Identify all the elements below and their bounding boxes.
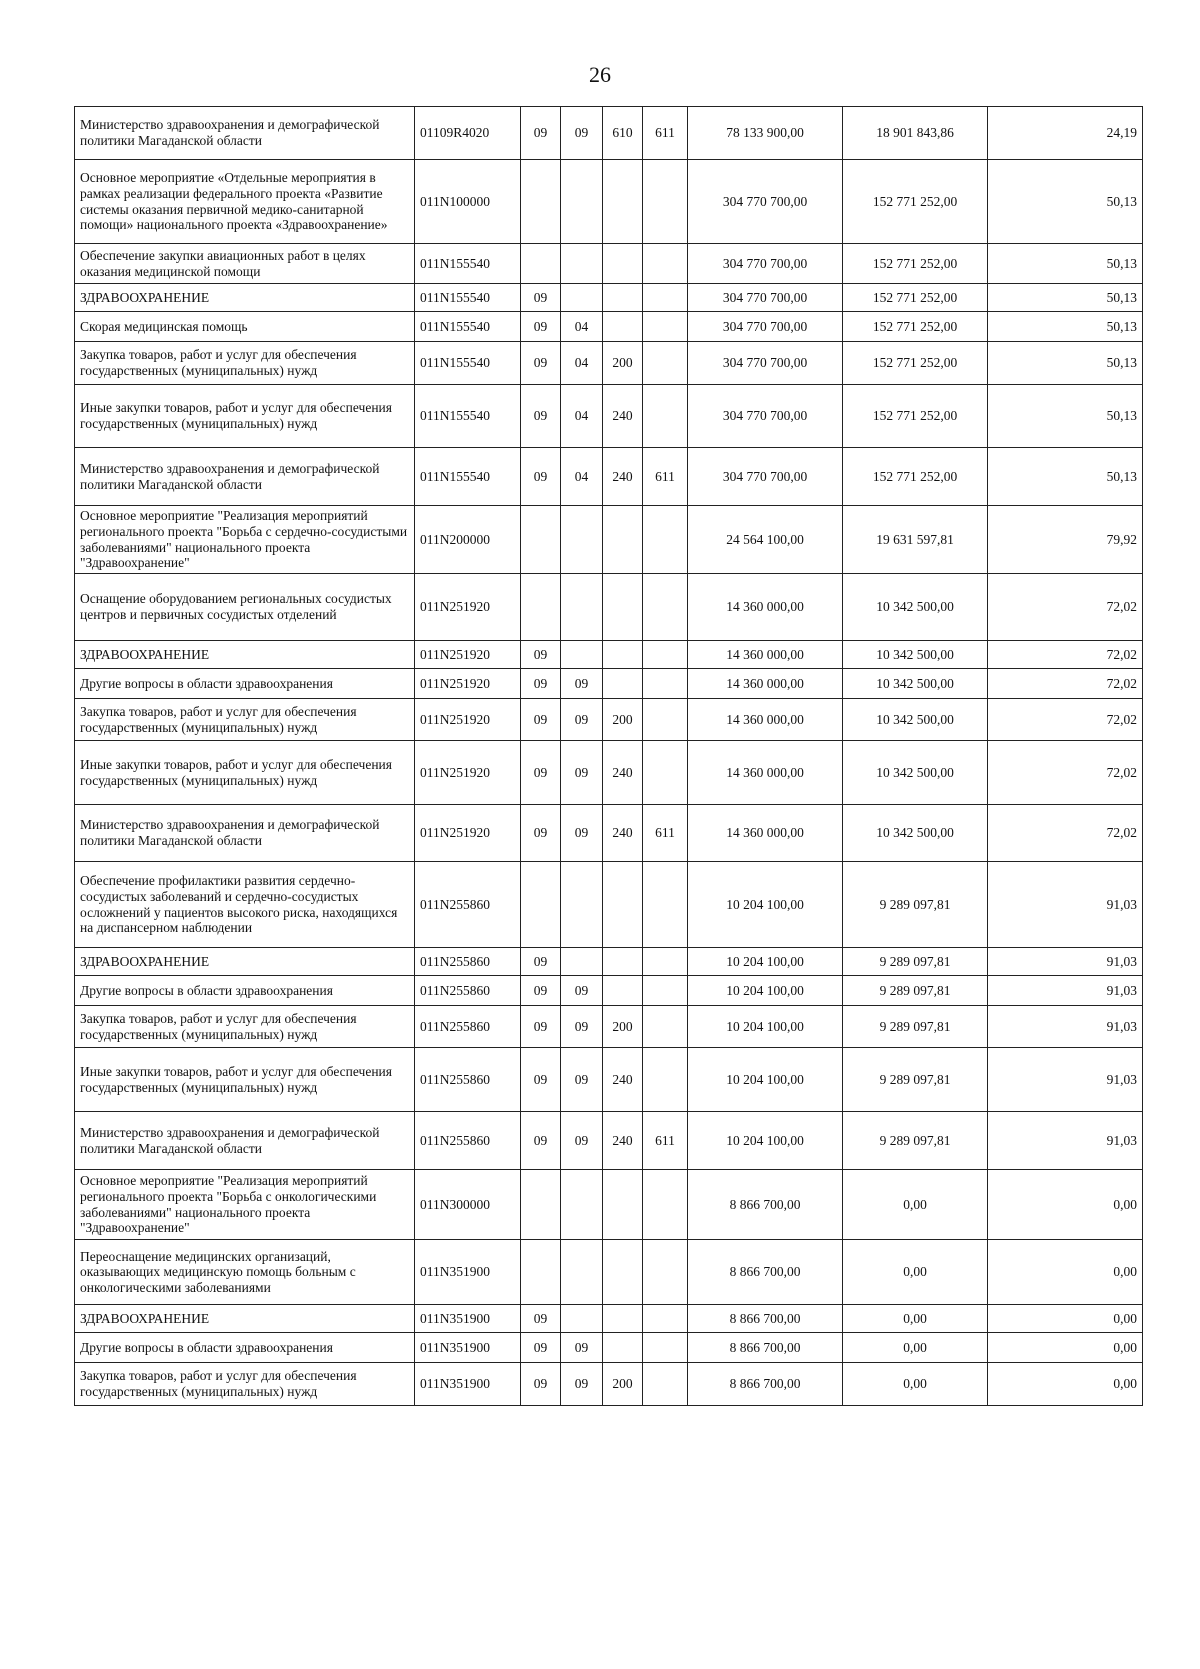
- table-row: [75, 1305, 1143, 1333]
- table-row: [75, 641, 1143, 669]
- cell-actual-amount: 0,00: [843, 1240, 988, 1305]
- cell-administrator: [643, 948, 688, 976]
- cell-expense-type: [603, 976, 643, 1006]
- cell-percent: 50,13: [988, 284, 1143, 312]
- cell-actual-amount: 10 342 500,00: [843, 699, 988, 741]
- cell-section: 09: [521, 948, 561, 976]
- cell-expense-type: [603, 160, 643, 244]
- cell-target-article: 011N300000: [415, 1170, 521, 1240]
- cell-administrator: [643, 244, 688, 284]
- cell-target-article: 011N251920: [415, 641, 521, 669]
- cell-section: 09: [521, 1006, 561, 1048]
- cell-target-article: 011N155540: [415, 385, 521, 448]
- cell-section: 09: [521, 699, 561, 741]
- cell-target-article: 011N255860: [415, 1006, 521, 1048]
- cell-administrator: [643, 976, 688, 1006]
- cell-actual-amount: 9 289 097,81: [843, 976, 988, 1006]
- cell-administrator: [643, 1333, 688, 1363]
- cell-subsection: [561, 284, 603, 312]
- cell-percent: 72,02: [988, 641, 1143, 669]
- cell-name: Другие вопросы в области здравоохранения: [75, 976, 415, 1006]
- cell-planned-amount: 8 866 700,00: [688, 1333, 843, 1363]
- budget-table: [74, 106, 1143, 1406]
- cell-actual-amount: 0,00: [843, 1305, 988, 1333]
- cell-percent: 91,03: [988, 976, 1143, 1006]
- cell-target-article: 011N255860: [415, 948, 521, 976]
- cell-name: Основное мероприятие «Отдельные мероприятия в рамках реализации федерального проекта «Развитие системы оказания первичной медико-санитарной помощи» национального проекта «Здравоохранение»: [75, 160, 415, 244]
- cell-subsection: [561, 506, 603, 574]
- cell-planned-amount: 14 360 000,00: [688, 741, 843, 805]
- cell-administrator: 611: [643, 107, 688, 160]
- cell-target-article: 011N251920: [415, 805, 521, 862]
- cell-expense-type: 200: [603, 699, 643, 741]
- cell-subsection: 04: [561, 385, 603, 448]
- cell-planned-amount: 10 204 100,00: [688, 948, 843, 976]
- cell-subsection: 09: [561, 805, 603, 862]
- cell-planned-amount: 304 770 700,00: [688, 284, 843, 312]
- cell-section: 09: [521, 284, 561, 312]
- cell-expense-type: 240: [603, 741, 643, 805]
- cell-planned-amount: 14 360 000,00: [688, 574, 843, 641]
- cell-planned-amount: 8 866 700,00: [688, 1240, 843, 1305]
- cell-administrator: [643, 669, 688, 699]
- cell-name: Закупка товаров, работ и услуг для обеспечения государственных (муниципальных) нужд: [75, 699, 415, 741]
- cell-target-article: 011N351900: [415, 1363, 521, 1406]
- cell-planned-amount: 304 770 700,00: [688, 160, 843, 244]
- cell-subsection: 09: [561, 1112, 603, 1170]
- cell-name: Скорая медицинская помощь: [75, 312, 415, 342]
- table-row: [75, 160, 1143, 244]
- cell-administrator: [643, 284, 688, 312]
- cell-actual-amount: 152 771 252,00: [843, 160, 988, 244]
- cell-target-article: 011N351900: [415, 1305, 521, 1333]
- cell-section: [521, 1240, 561, 1305]
- cell-actual-amount: 152 771 252,00: [843, 312, 988, 342]
- table-row: [75, 805, 1143, 862]
- cell-name: Министерство здравоохранения и демографической политики Магаданской области: [75, 805, 415, 862]
- cell-expense-type: 240: [603, 805, 643, 862]
- table-row: [75, 862, 1143, 948]
- cell-planned-amount: 10 204 100,00: [688, 1048, 843, 1112]
- cell-percent: 50,13: [988, 448, 1143, 506]
- cell-section: [521, 862, 561, 948]
- table-row: [75, 312, 1143, 342]
- table-row: [75, 741, 1143, 805]
- table-row: [75, 948, 1143, 976]
- cell-expense-type: 200: [603, 1363, 643, 1406]
- cell-section: 09: [521, 1333, 561, 1363]
- cell-name: Закупка товаров, работ и услуг для обеспечения государственных (муниципальных) нужд: [75, 1363, 415, 1406]
- cell-administrator: [643, 862, 688, 948]
- cell-subsection: [561, 574, 603, 641]
- cell-subsection: 09: [561, 1363, 603, 1406]
- cell-target-article: 011N255860: [415, 1112, 521, 1170]
- cell-administrator: 611: [643, 805, 688, 862]
- cell-planned-amount: 24 564 100,00: [688, 506, 843, 574]
- cell-planned-amount: 304 770 700,00: [688, 342, 843, 385]
- cell-planned-amount: 10 204 100,00: [688, 1112, 843, 1170]
- cell-expense-type: 240: [603, 448, 643, 506]
- table-row: [75, 699, 1143, 741]
- cell-percent: 0,00: [988, 1305, 1143, 1333]
- table-row: [75, 284, 1143, 312]
- cell-target-article: 011N155540: [415, 244, 521, 284]
- cell-section: 09: [521, 385, 561, 448]
- cell-percent: 0,00: [988, 1170, 1143, 1240]
- table-row: [75, 1240, 1143, 1305]
- cell-planned-amount: 14 360 000,00: [688, 805, 843, 862]
- cell-expense-type: [603, 1305, 643, 1333]
- cell-section: [521, 160, 561, 244]
- cell-subsection: [561, 1305, 603, 1333]
- cell-administrator: [643, 574, 688, 641]
- cell-percent: 72,02: [988, 805, 1143, 862]
- cell-actual-amount: 0,00: [843, 1363, 988, 1406]
- cell-target-article: 01109R4020: [415, 107, 521, 160]
- cell-planned-amount: 78 133 900,00: [688, 107, 843, 160]
- cell-percent: 91,03: [988, 1048, 1143, 1112]
- cell-section: 09: [521, 1363, 561, 1406]
- cell-percent: 72,02: [988, 669, 1143, 699]
- cell-name: ЗДРАВООХРАНЕНИЕ: [75, 948, 415, 976]
- cell-administrator: [643, 1305, 688, 1333]
- table-row: [75, 1112, 1143, 1170]
- cell-target-article: 011N255860: [415, 862, 521, 948]
- cell-name: Обеспечение профилактики развития сердечно-сосудистых заболеваний и сердечно-сосудистых осложнений у пациентов высокого риска, находящихся на диспансерном наблюдении: [75, 862, 415, 948]
- cell-name: Иные закупки товаров, работ и услуг для обеспечения государственных (муниципальных) нужд: [75, 1048, 415, 1112]
- cell-expense-type: [603, 1170, 643, 1240]
- cell-subsection: 09: [561, 741, 603, 805]
- cell-planned-amount: 304 770 700,00: [688, 448, 843, 506]
- table-row: [75, 506, 1143, 574]
- cell-expense-type: [603, 669, 643, 699]
- cell-percent: 72,02: [988, 741, 1143, 805]
- cell-subsection: 04: [561, 312, 603, 342]
- cell-planned-amount: 8 866 700,00: [688, 1363, 843, 1406]
- cell-administrator: [643, 1363, 688, 1406]
- cell-subsection: 04: [561, 448, 603, 506]
- cell-subsection: [561, 641, 603, 669]
- cell-section: 09: [521, 312, 561, 342]
- cell-section: 09: [521, 805, 561, 862]
- cell-expense-type: 200: [603, 1006, 643, 1048]
- cell-actual-amount: 152 771 252,00: [843, 284, 988, 312]
- cell-administrator: 611: [643, 1112, 688, 1170]
- cell-name: ЗДРАВООХРАНЕНИЕ: [75, 1305, 415, 1333]
- cell-percent: 79,92: [988, 506, 1143, 574]
- cell-section: 09: [521, 342, 561, 385]
- cell-expense-type: [603, 506, 643, 574]
- cell-actual-amount: 10 342 500,00: [843, 574, 988, 641]
- table-row: [75, 342, 1143, 385]
- cell-subsection: [561, 862, 603, 948]
- cell-administrator: [643, 699, 688, 741]
- cell-administrator: [643, 1240, 688, 1305]
- cell-actual-amount: 18 901 843,86: [843, 107, 988, 160]
- table-row: [75, 976, 1143, 1006]
- table-body: [75, 107, 1143, 1406]
- cell-administrator: [643, 312, 688, 342]
- cell-name: Другие вопросы в области здравоохранения: [75, 1333, 415, 1363]
- cell-planned-amount: 10 204 100,00: [688, 976, 843, 1006]
- cell-administrator: [643, 506, 688, 574]
- cell-name: Министерство здравоохранения и демографической политики Магаданской области: [75, 448, 415, 506]
- cell-actual-amount: 152 771 252,00: [843, 244, 988, 284]
- cell-actual-amount: 10 342 500,00: [843, 669, 988, 699]
- cell-target-article: 011N155540: [415, 448, 521, 506]
- cell-name: Иные закупки товаров, работ и услуг для обеспечения государственных (муниципальных) нужд: [75, 741, 415, 805]
- table-row: [75, 574, 1143, 641]
- cell-target-article: 011N100000: [415, 160, 521, 244]
- table-row: [75, 1363, 1143, 1406]
- cell-actual-amount: 9 289 097,81: [843, 1006, 988, 1048]
- cell-section: 09: [521, 107, 561, 160]
- cell-name: Закупка товаров, работ и услуг для обеспечения государственных (муниципальных) нужд: [75, 1006, 415, 1048]
- cell-actual-amount: 10 342 500,00: [843, 741, 988, 805]
- cell-expense-type: [603, 574, 643, 641]
- cell-actual-amount: 0,00: [843, 1170, 988, 1240]
- cell-expense-type: [603, 284, 643, 312]
- cell-subsection: 09: [561, 669, 603, 699]
- cell-subsection: 09: [561, 1333, 603, 1363]
- cell-percent: 72,02: [988, 574, 1143, 641]
- cell-expense-type: [603, 244, 643, 284]
- cell-expense-type: [603, 862, 643, 948]
- cell-actual-amount: 9 289 097,81: [843, 862, 988, 948]
- cell-actual-amount: 10 342 500,00: [843, 805, 988, 862]
- cell-name: Другие вопросы в области здравоохранения: [75, 669, 415, 699]
- cell-percent: 91,03: [988, 948, 1143, 976]
- cell-target-article: 011N200000: [415, 506, 521, 574]
- cell-planned-amount: 304 770 700,00: [688, 244, 843, 284]
- table-row: [75, 448, 1143, 506]
- cell-name: Закупка товаров, работ и услуг для обеспечения государственных (муниципальных) нужд: [75, 342, 415, 385]
- cell-section: 09: [521, 641, 561, 669]
- cell-name: Министерство здравоохранения и демографической политики Магаданской области: [75, 1112, 415, 1170]
- cell-percent: 50,13: [988, 312, 1143, 342]
- table-row: [75, 107, 1143, 160]
- cell-section: 09: [521, 1048, 561, 1112]
- cell-expense-type: 610: [603, 107, 643, 160]
- cell-name: Оснащение оборудованием региональных сосудистых центров и первичных сосудистых отделений: [75, 574, 415, 641]
- cell-planned-amount: 10 204 100,00: [688, 1006, 843, 1048]
- cell-subsection: [561, 244, 603, 284]
- cell-section: 09: [521, 669, 561, 699]
- cell-name: Министерство здравоохранения и демографической политики Магаданской области: [75, 107, 415, 160]
- cell-target-article: 011N251920: [415, 699, 521, 741]
- cell-actual-amount: 152 771 252,00: [843, 385, 988, 448]
- cell-actual-amount: 9 289 097,81: [843, 948, 988, 976]
- cell-target-article: 011N351900: [415, 1240, 521, 1305]
- table-row: [75, 669, 1143, 699]
- cell-actual-amount: 152 771 252,00: [843, 342, 988, 385]
- cell-target-article: 011N251920: [415, 741, 521, 805]
- cell-section: 09: [521, 741, 561, 805]
- cell-section: 09: [521, 448, 561, 506]
- cell-administrator: 611: [643, 448, 688, 506]
- cell-administrator: [643, 741, 688, 805]
- cell-subsection: 09: [561, 107, 603, 160]
- cell-planned-amount: 14 360 000,00: [688, 699, 843, 741]
- cell-section: [521, 1170, 561, 1240]
- cell-planned-amount: 14 360 000,00: [688, 669, 843, 699]
- cell-section: [521, 244, 561, 284]
- cell-percent: 0,00: [988, 1363, 1143, 1406]
- cell-percent: 50,13: [988, 385, 1143, 448]
- cell-planned-amount: 10 204 100,00: [688, 862, 843, 948]
- cell-name: Иные закупки товаров, работ и услуг для обеспечения государственных (муниципальных) нужд: [75, 385, 415, 448]
- cell-percent: 91,03: [988, 1006, 1143, 1048]
- cell-target-article: 011N251920: [415, 669, 521, 699]
- table-row: [75, 1006, 1143, 1048]
- cell-expense-type: [603, 1333, 643, 1363]
- cell-expense-type: 240: [603, 1048, 643, 1112]
- cell-administrator: [643, 1006, 688, 1048]
- cell-percent: 91,03: [988, 1112, 1143, 1170]
- cell-percent: 72,02: [988, 699, 1143, 741]
- cell-expense-type: [603, 1240, 643, 1305]
- cell-subsection: 09: [561, 699, 603, 741]
- cell-administrator: [643, 342, 688, 385]
- cell-section: [521, 506, 561, 574]
- table-row: [75, 244, 1143, 284]
- cell-planned-amount: 304 770 700,00: [688, 385, 843, 448]
- cell-actual-amount: 19 631 597,81: [843, 506, 988, 574]
- cell-planned-amount: 14 360 000,00: [688, 641, 843, 669]
- cell-planned-amount: 8 866 700,00: [688, 1170, 843, 1240]
- page-number: 26: [589, 62, 611, 87]
- cell-planned-amount: 8 866 700,00: [688, 1305, 843, 1333]
- table-row: [75, 385, 1143, 448]
- cell-percent: 50,13: [988, 160, 1143, 244]
- cell-subsection: [561, 948, 603, 976]
- cell-name: Переоснащение медицинских организаций, оказывающих медицинскую помощь больным с онкологическими заболеваниями: [75, 1240, 415, 1305]
- cell-target-article: 011N155540: [415, 342, 521, 385]
- table-row: [75, 1333, 1143, 1363]
- cell-name: Основное мероприятие "Реализация мероприятий регионального проекта "Борьба с сердечно-сосудистыми заболеваниями" национального проекта "Здравоохранение": [75, 506, 415, 574]
- cell-planned-amount: 304 770 700,00: [688, 312, 843, 342]
- cell-actual-amount: 10 342 500,00: [843, 641, 988, 669]
- cell-subsection: [561, 1170, 603, 1240]
- cell-administrator: [643, 641, 688, 669]
- cell-expense-type: 240: [603, 385, 643, 448]
- cell-name: ЗДРАВООХРАНЕНИЕ: [75, 641, 415, 669]
- cell-percent: 24,19: [988, 107, 1143, 160]
- cell-actual-amount: 9 289 097,81: [843, 1048, 988, 1112]
- cell-actual-amount: 9 289 097,81: [843, 1112, 988, 1170]
- cell-subsection: [561, 160, 603, 244]
- cell-subsection: 04: [561, 342, 603, 385]
- cell-percent: 91,03: [988, 862, 1143, 948]
- cell-target-article: 011N155540: [415, 312, 521, 342]
- cell-actual-amount: 152 771 252,00: [843, 448, 988, 506]
- cell-target-article: 011N155540: [415, 284, 521, 312]
- cell-actual-amount: 0,00: [843, 1333, 988, 1363]
- cell-target-article: 011N255860: [415, 1048, 521, 1112]
- cell-percent: 50,13: [988, 244, 1143, 284]
- cell-section: [521, 574, 561, 641]
- cell-administrator: [643, 1170, 688, 1240]
- cell-section: 09: [521, 976, 561, 1006]
- cell-expense-type: 200: [603, 342, 643, 385]
- table-row: [75, 1048, 1143, 1112]
- cell-name: ЗДРАВООХРАНЕНИЕ: [75, 284, 415, 312]
- cell-subsection: 09: [561, 976, 603, 1006]
- cell-expense-type: 240: [603, 1112, 643, 1170]
- cell-subsection: 09: [561, 1006, 603, 1048]
- cell-name: Обеспечение закупки авиационных работ в целях оказания медицинской помощи: [75, 244, 415, 284]
- cell-administrator: [643, 385, 688, 448]
- cell-expense-type: [603, 641, 643, 669]
- cell-target-article: 011N255860: [415, 976, 521, 1006]
- cell-name: Основное мероприятие "Реализация мероприятий регионального проекта "Борьба с онкологическими заболеваниями" национального проекта "Здравоохранение": [75, 1170, 415, 1240]
- table-row: [75, 1170, 1143, 1240]
- cell-percent: 0,00: [988, 1240, 1143, 1305]
- cell-target-article: 011N251920: [415, 574, 521, 641]
- cell-expense-type: [603, 948, 643, 976]
- cell-percent: 50,13: [988, 342, 1143, 385]
- cell-administrator: [643, 160, 688, 244]
- cell-administrator: [643, 1048, 688, 1112]
- cell-section: 09: [521, 1305, 561, 1333]
- cell-percent: 0,00: [988, 1333, 1143, 1363]
- cell-section: 09: [521, 1112, 561, 1170]
- cell-target-article: 011N351900: [415, 1333, 521, 1363]
- cell-expense-type: [603, 312, 643, 342]
- cell-subsection: [561, 1240, 603, 1305]
- cell-subsection: 09: [561, 1048, 603, 1112]
